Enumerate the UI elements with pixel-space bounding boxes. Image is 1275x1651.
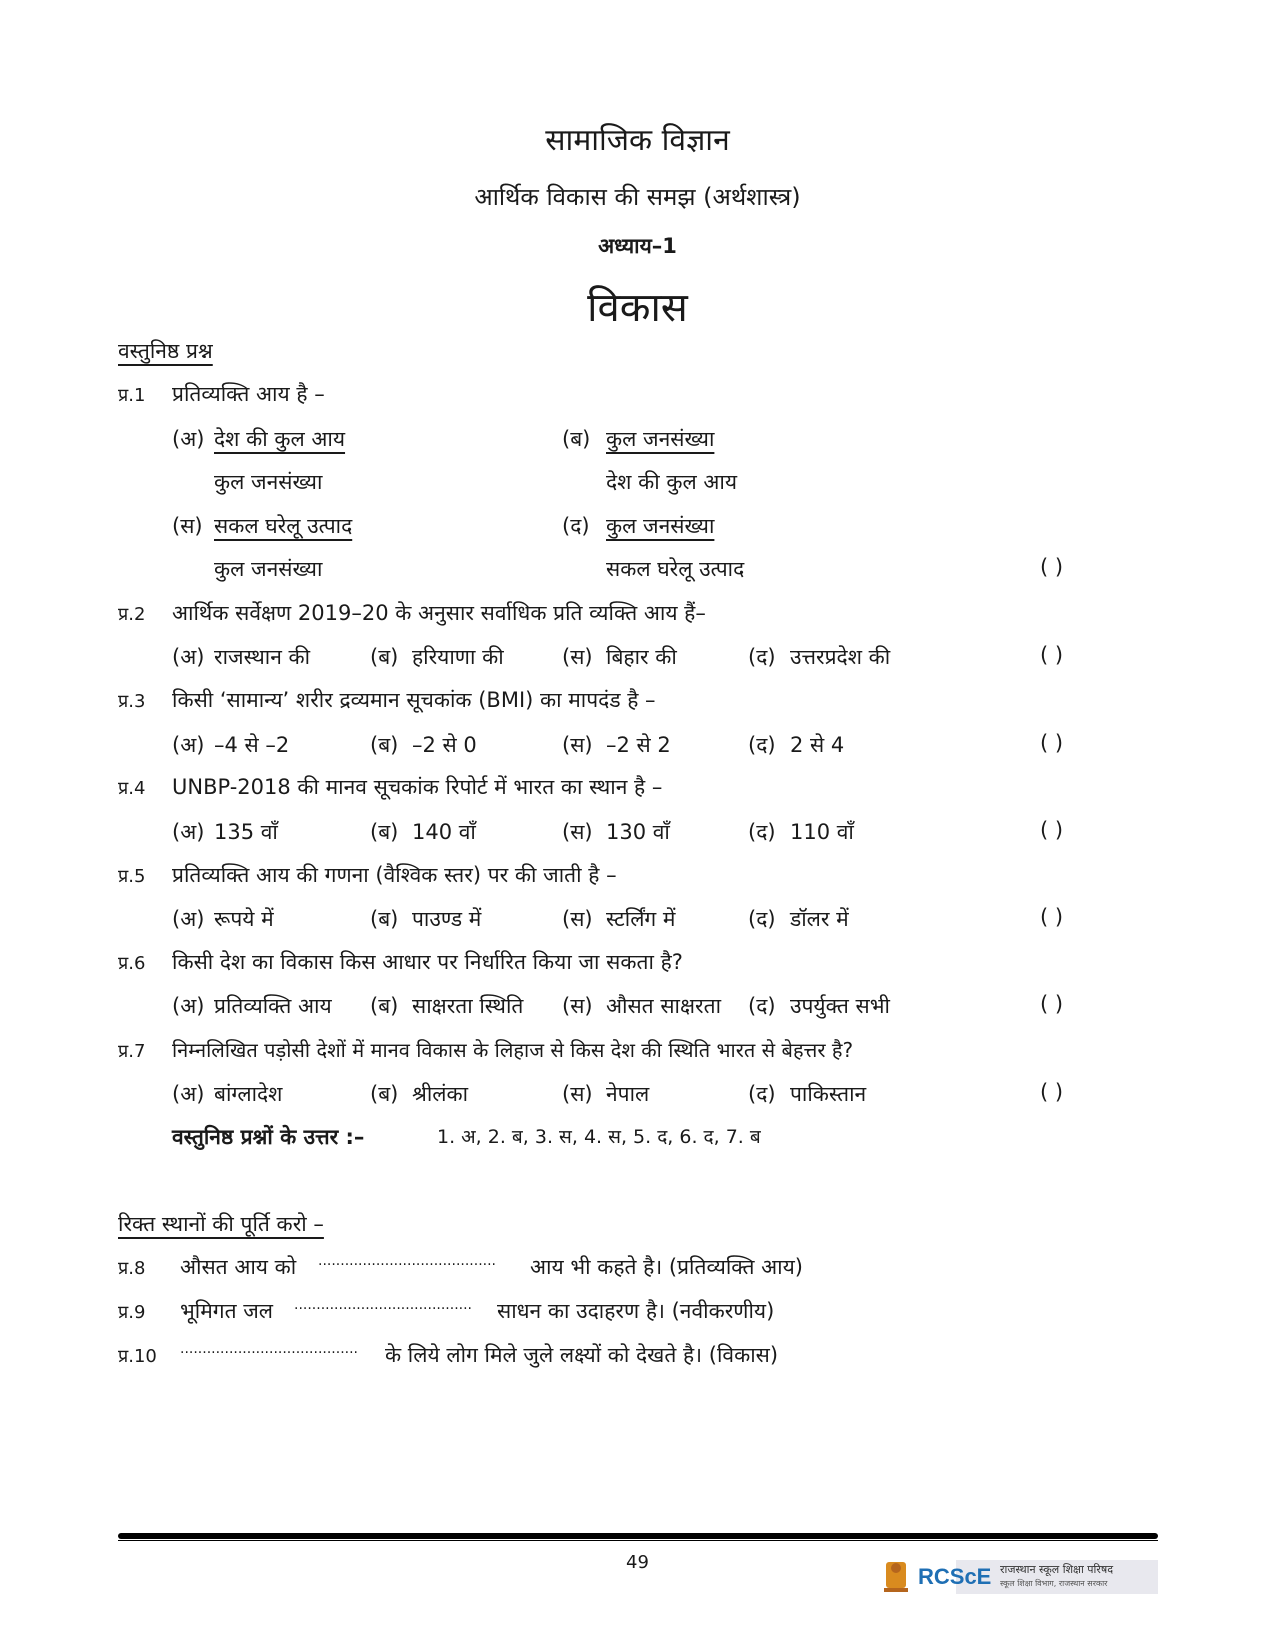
q3-opt-b-label: (ब) bbox=[370, 733, 399, 757]
q9-blank: ........................................ bbox=[294, 1297, 473, 1313]
q5-opt-d-label: (द) bbox=[748, 907, 776, 931]
q2-number: प्र.2 bbox=[118, 604, 146, 625]
q1-opt-d-numerator: कुल जनसंख्या bbox=[606, 514, 715, 538]
q4-opt-b-label: (ब) bbox=[370, 820, 399, 844]
q6-opt-a-label: (अ) bbox=[172, 994, 205, 1018]
q3-opt-c: –2 से 2 bbox=[606, 733, 671, 757]
org-name: राजस्थान स्कूल शिक्षा परिषद bbox=[1000, 1563, 1114, 1576]
q10-number: प्र.10 bbox=[118, 1346, 157, 1367]
q7-opt-d-label: (द) bbox=[748, 1082, 776, 1106]
q3-answer-bracket: ( ) bbox=[1040, 731, 1064, 755]
q3-opt-d-label: (द) bbox=[748, 733, 776, 757]
q1-opt-d-label: (द) bbox=[562, 514, 590, 538]
rcsce-logo bbox=[876, 1554, 1158, 1600]
q5-opt-a: रूपये में bbox=[214, 907, 274, 931]
book-title: आर्थिक विकास की समझ (अर्थशास्त्र) bbox=[474, 183, 801, 211]
q3-opt-a: –4 से –2 bbox=[214, 733, 290, 757]
q2-opt-d-label: (द) bbox=[748, 645, 776, 669]
q7-opt-b: श्रीलंका bbox=[412, 1082, 469, 1106]
q2-text: आर्थिक सर्वेक्षण 2019–20 के अनुसार सर्वाधिक प्रति व्यक्ति आय हैं– bbox=[172, 601, 706, 625]
q4-opt-c: 130 वाँ bbox=[606, 820, 670, 844]
q5-opt-b: पाउण्ड में bbox=[412, 907, 482, 931]
q4-opt-d-label: (द) bbox=[748, 820, 776, 844]
q7-opt-a-label: (अ) bbox=[172, 1082, 205, 1106]
q6-number: प्र.6 bbox=[118, 953, 146, 974]
logo-wordmark: RCScE bbox=[918, 1564, 992, 1589]
q4-opt-a-label: (अ) bbox=[172, 820, 205, 844]
q8-before: औसत आय को bbox=[180, 1255, 297, 1279]
objective-heading: वस्तुनिष्ठ प्रश्न bbox=[118, 339, 213, 363]
q8-blank: ........................................ bbox=[318, 1253, 497, 1269]
answers-text: 1. अ, 2. ब, 3. स, 4. स, 5. द, 6. द, 7. ब bbox=[437, 1126, 761, 1148]
q1-opt-b-numerator: कुल जनसंख्या bbox=[606, 427, 715, 451]
q1-opt-b-denominator: देश की कुल आय bbox=[606, 470, 738, 494]
q2-opt-c-label: (स) bbox=[562, 645, 593, 669]
q4-opt-a: 135 वाँ bbox=[214, 820, 278, 844]
q6-opt-b: साक्षरता स्थिति bbox=[412, 994, 524, 1018]
page-number: 49 bbox=[626, 1552, 649, 1573]
q1-opt-a-label: (अ) bbox=[172, 427, 205, 451]
q5-text: प्रतिव्यक्ति आय की गणना (वैश्विक स्तर) पर की जाती है – bbox=[172, 863, 617, 887]
q1-opt-c-label: (स) bbox=[172, 514, 203, 538]
chapter-number: अध्याय–1 bbox=[598, 234, 677, 258]
q1-opt-a-denominator: कुल जनसंख्या bbox=[214, 470, 323, 494]
q5-answer-bracket: ( ) bbox=[1040, 905, 1064, 929]
q2-answer-bracket: ( ) bbox=[1040, 643, 1064, 667]
q7-answer-bracket: ( ) bbox=[1040, 1080, 1064, 1104]
q4-answer-bracket: ( ) bbox=[1040, 818, 1064, 842]
q2-opt-b: हरियाणा की bbox=[412, 645, 504, 669]
q1-number: प्र.1 bbox=[118, 385, 146, 406]
q5-opt-c-label: (स) bbox=[562, 907, 593, 931]
q4-text: UNBP-2018 की मानव सूचकांक रिपोर्ट में भारत का स्थान है – bbox=[172, 775, 663, 799]
chapter-title: विकास bbox=[587, 285, 688, 331]
q1-opt-c-denominator: कुल जनसंख्या bbox=[214, 557, 323, 581]
q6-opt-d: उपर्युक्त सभी bbox=[790, 994, 890, 1018]
q10-after: के लिये लोग मिले जुले लक्ष्यों को देखते है। (विकास) bbox=[385, 1343, 779, 1367]
q3-opt-a-label: (अ) bbox=[172, 733, 205, 757]
q9-before: भूमिगत जल bbox=[180, 1299, 274, 1323]
q1-opt-b-label: (ब) bbox=[562, 427, 591, 451]
q5-number: प्र.5 bbox=[118, 866, 146, 887]
q5-opt-a-label: (अ) bbox=[172, 907, 205, 931]
q4-number: प्र.4 bbox=[118, 778, 146, 799]
q2-opt-c: बिहार की bbox=[606, 645, 677, 669]
subject-title: सामाजिक विज्ञान bbox=[545, 123, 730, 158]
q9-after: साधन का उदाहरण है। (नवीकरणीय) bbox=[497, 1299, 775, 1323]
q1-opt-a-numerator: देश की कुल आय bbox=[214, 427, 346, 451]
q5-opt-d: डॉलर में bbox=[790, 907, 849, 931]
q2-opt-a: राजस्थान की bbox=[214, 645, 311, 669]
q7-opt-a: बांग्लादेश bbox=[214, 1082, 283, 1106]
footer-rule bbox=[118, 1533, 1158, 1539]
q7-opt-b-label: (ब) bbox=[370, 1082, 399, 1106]
q8-after: आय भी कहते है। (प्रतिव्यक्ति आय) bbox=[530, 1255, 803, 1279]
q7-opt-c: नेपाल bbox=[606, 1082, 650, 1106]
q10-blank: ........................................ bbox=[180, 1341, 359, 1357]
q1-opt-c-numerator: सकल घरेलू उत्पाद bbox=[214, 514, 353, 538]
q6-answer-bracket: ( ) bbox=[1040, 992, 1064, 1016]
q4-opt-c-label: (स) bbox=[562, 820, 593, 844]
q6-opt-c-label: (स) bbox=[562, 994, 593, 1018]
q8-number: प्र.8 bbox=[118, 1258, 146, 1279]
q3-opt-b: –2 से 0 bbox=[412, 733, 477, 757]
q2-opt-a-label: (अ) bbox=[172, 645, 205, 669]
q3-number: प्र.3 bbox=[118, 691, 146, 712]
q7-opt-c-label: (स) bbox=[562, 1082, 593, 1106]
q1-answer-bracket: ( ) bbox=[1040, 555, 1064, 579]
q3-text: किसी ‘सामान्य’ शरीर द्रव्यमान सूचकांक (BMI) का मापदंड है – bbox=[172, 688, 656, 712]
q7-number: प्र.7 bbox=[118, 1041, 146, 1062]
q6-opt-b-label: (ब) bbox=[370, 994, 399, 1018]
q6-opt-c: औसत साक्षरता bbox=[606, 994, 722, 1018]
q6-opt-d-label: (द) bbox=[748, 994, 776, 1018]
q1-opt-d-denominator: सकल घरेलू उत्पाद bbox=[606, 557, 745, 581]
q3-opt-c-label: (स) bbox=[562, 733, 593, 757]
q4-opt-b: 140 वाँ bbox=[412, 820, 476, 844]
q2-opt-b-label: (ब) bbox=[370, 645, 399, 669]
q2-opt-d: उत्तरप्रदेश की bbox=[790, 645, 891, 669]
q7-opt-d: पाकिस्तान bbox=[790, 1082, 867, 1106]
q5-opt-c: स्टर्लिंग में bbox=[606, 907, 676, 931]
q6-text: किसी देश का विकास किस आधार पर निर्धारित किया जा सकता है? bbox=[172, 950, 683, 974]
q9-number: प्र.9 bbox=[118, 1302, 146, 1323]
answers-label: वस्तुनिष्ठ प्रश्नों के उत्तर :– bbox=[172, 1125, 365, 1149]
q5-opt-b-label: (ब) bbox=[370, 907, 399, 931]
q3-opt-d: 2 से 4 bbox=[790, 733, 845, 757]
q4-opt-d: 110 वाँ bbox=[790, 820, 854, 844]
q1-text: प्रतिव्यक्ति आय है – bbox=[172, 382, 325, 406]
footer-rule-thin bbox=[118, 1540, 1158, 1541]
q7-text: निम्नलिखित पड़ोसी देशों में मानव विकास के लिहाज से किस देश की स्थिति भारत से बेहत्तर है? bbox=[172, 1038, 854, 1062]
org-dept: स्कूल शिक्षा विभाग, राजस्थान सरकार bbox=[1000, 1579, 1108, 1588]
q6-opt-a: प्रतिव्यक्ति आय bbox=[214, 994, 332, 1018]
fill-heading: रिक्त स्थानों की पूर्ति करो – bbox=[118, 1212, 324, 1236]
